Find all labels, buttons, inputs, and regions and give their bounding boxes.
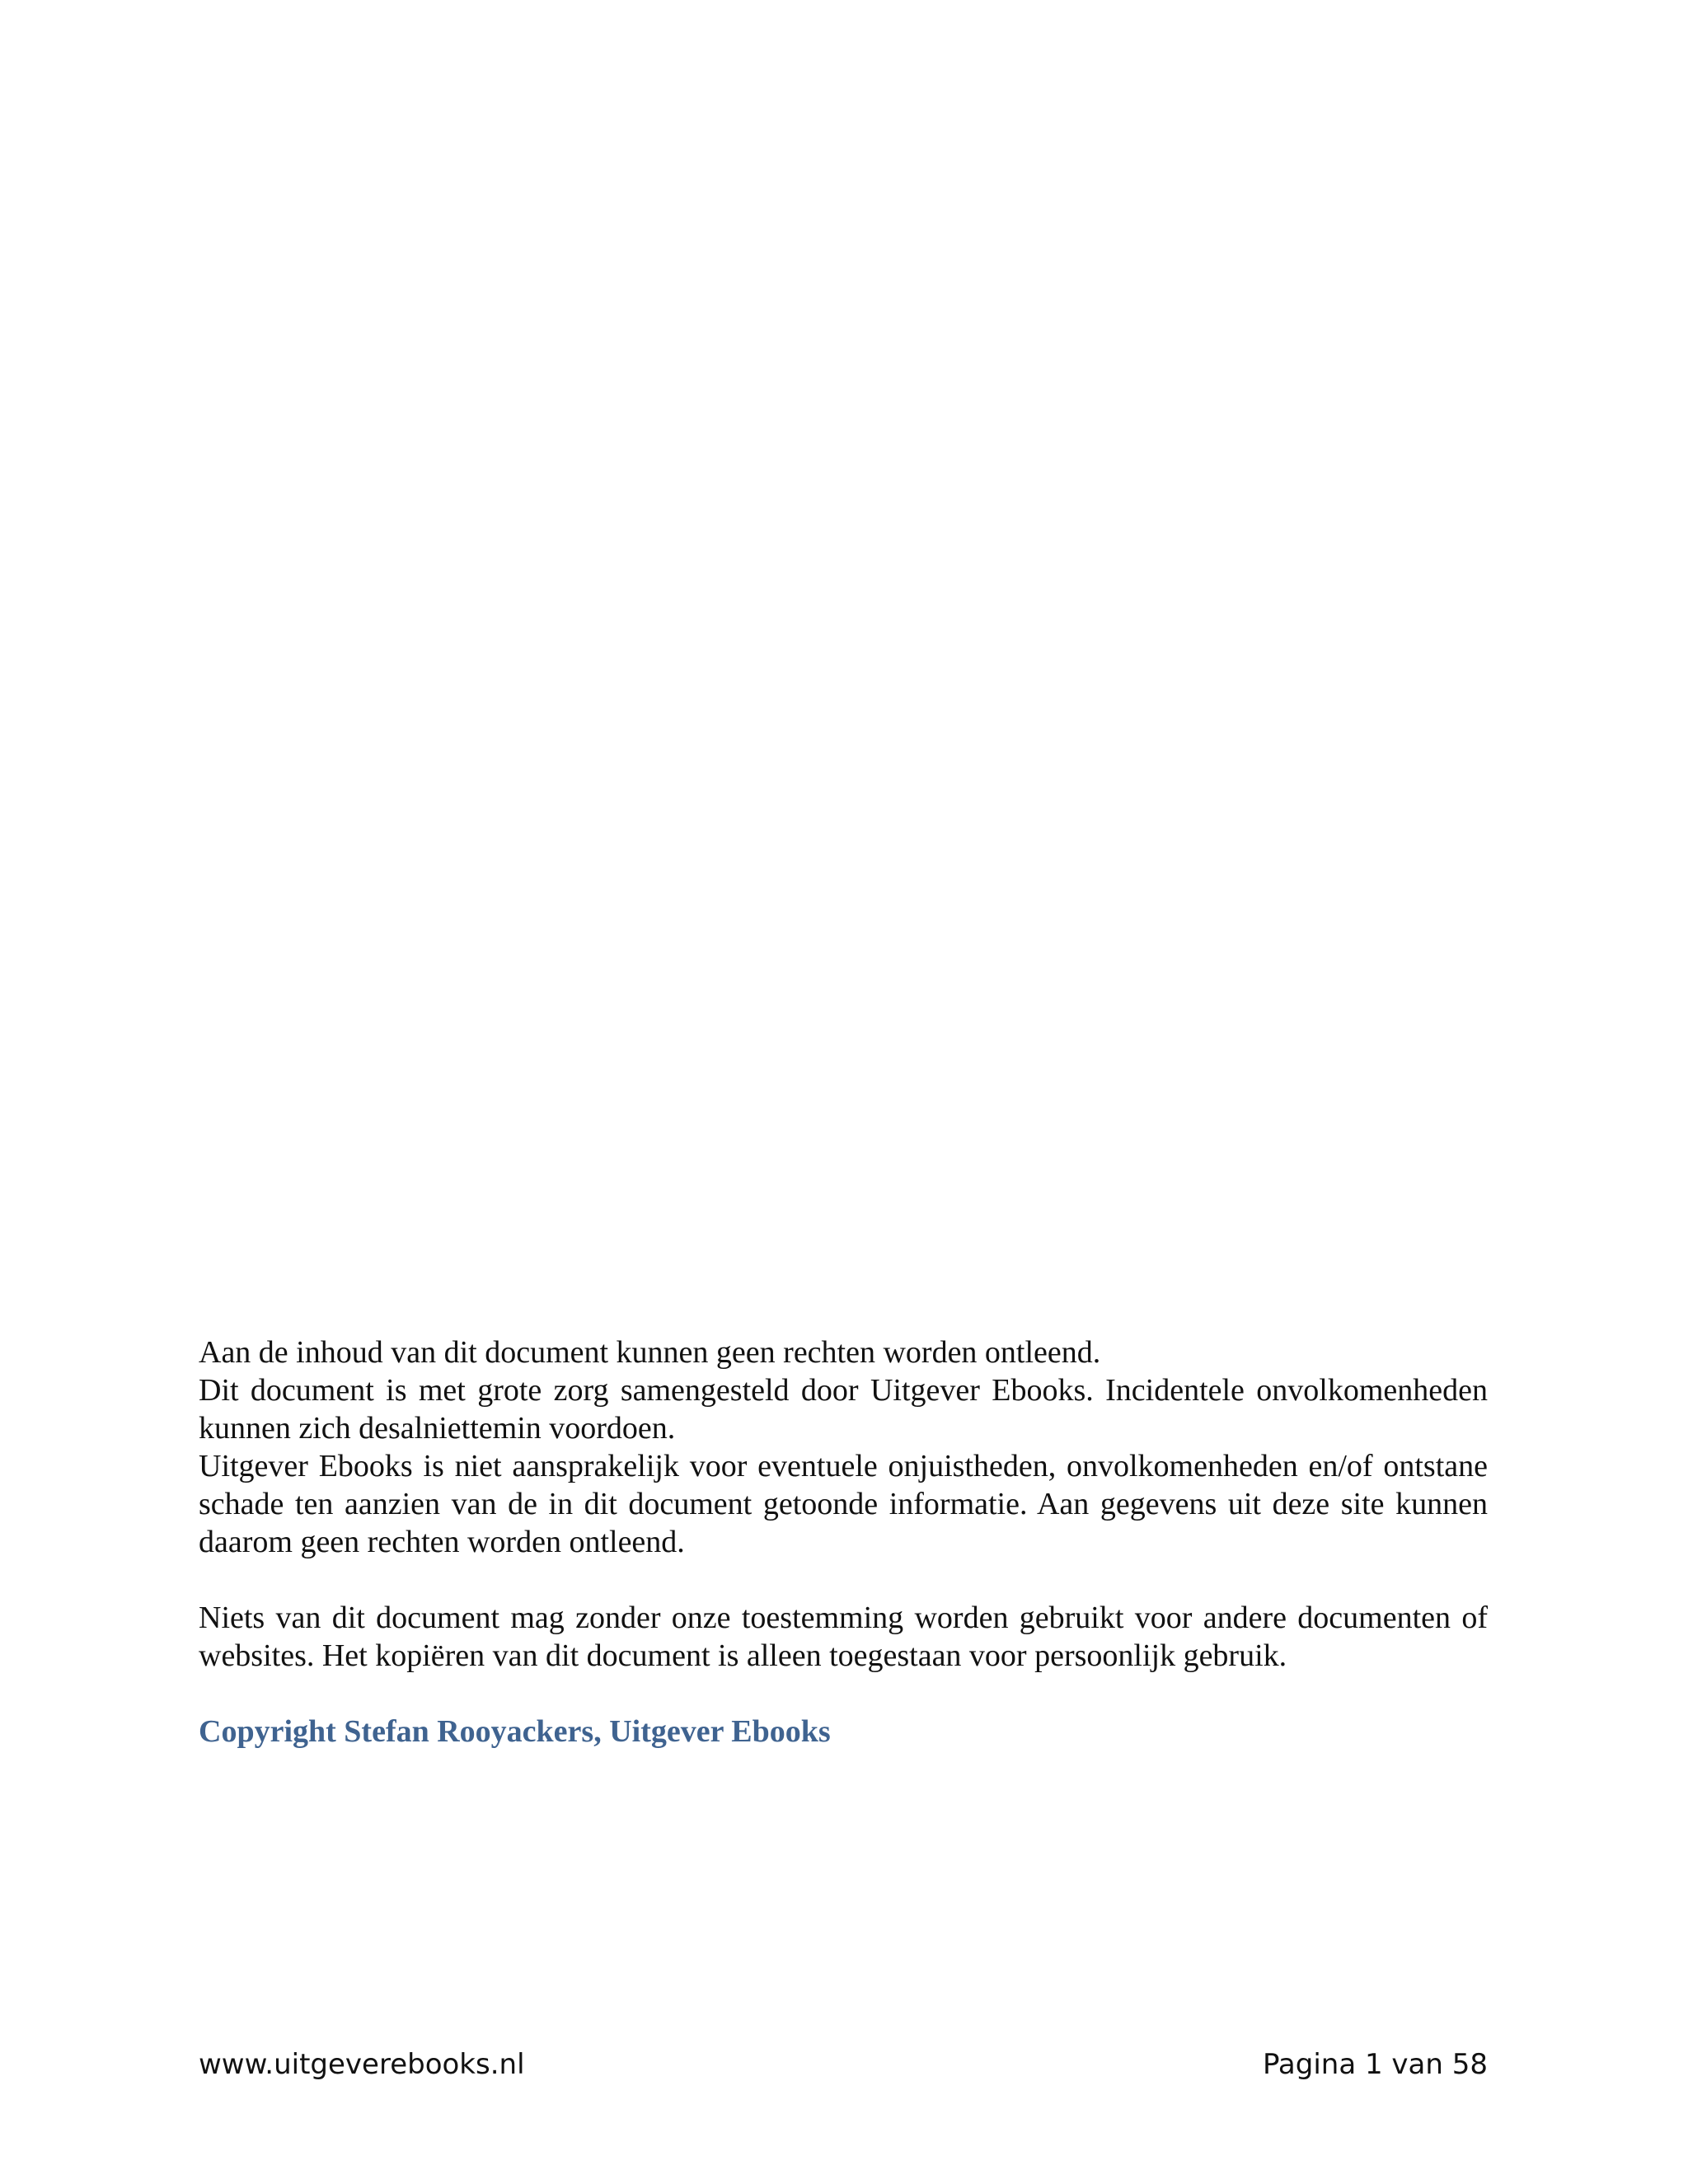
- disclaimer-paragraph-3: Uitgever Ebooks is niet aansprakelijk voor eventuele onjuistheden, onvolkomenheden en/of ontstane schade ten aanzien van de in dit document getoonde informatie. Aan gegevens uit deze site kunnen daarom geen rechten worden ontleend.: [199, 1449, 1488, 1559]
- footer-page-number: Pagina 1 van 58: [1262, 2048, 1488, 2081]
- disclaimer-block: [199, 1333, 1488, 1750]
- paragraph-spacer: [199, 1561, 1488, 1599]
- disclaimer-paragraph-4: Niets van dit document mag zonder onze toestemming worden gebruikt voor andere documenten of websites. Het kopiëren van dit document is alleen toegestaan voor persoonlijk gebruik.: [199, 1601, 1488, 1673]
- copyright-notice: Copyright Stefan Rooyackers, Uitgever Ebooks: [199, 1714, 831, 1749]
- disclaimer-paragraph-1: Aan de inhoud van dit document kunnen geen rechten worden ontleend.: [199, 1335, 1101, 1370]
- page-footer: [199, 2046, 1488, 2083]
- footer-website: www.uitgeverebooks.nl: [199, 2048, 525, 2081]
- disclaimer-paragraph-2: Dit document is met grote zorg samengesteld door Uitgever Ebooks. Incidentele onvolkomenheden kunnen zich desalniettemin voordoen.: [199, 1373, 1488, 1446]
- paragraph-spacer: [199, 1675, 1488, 1713]
